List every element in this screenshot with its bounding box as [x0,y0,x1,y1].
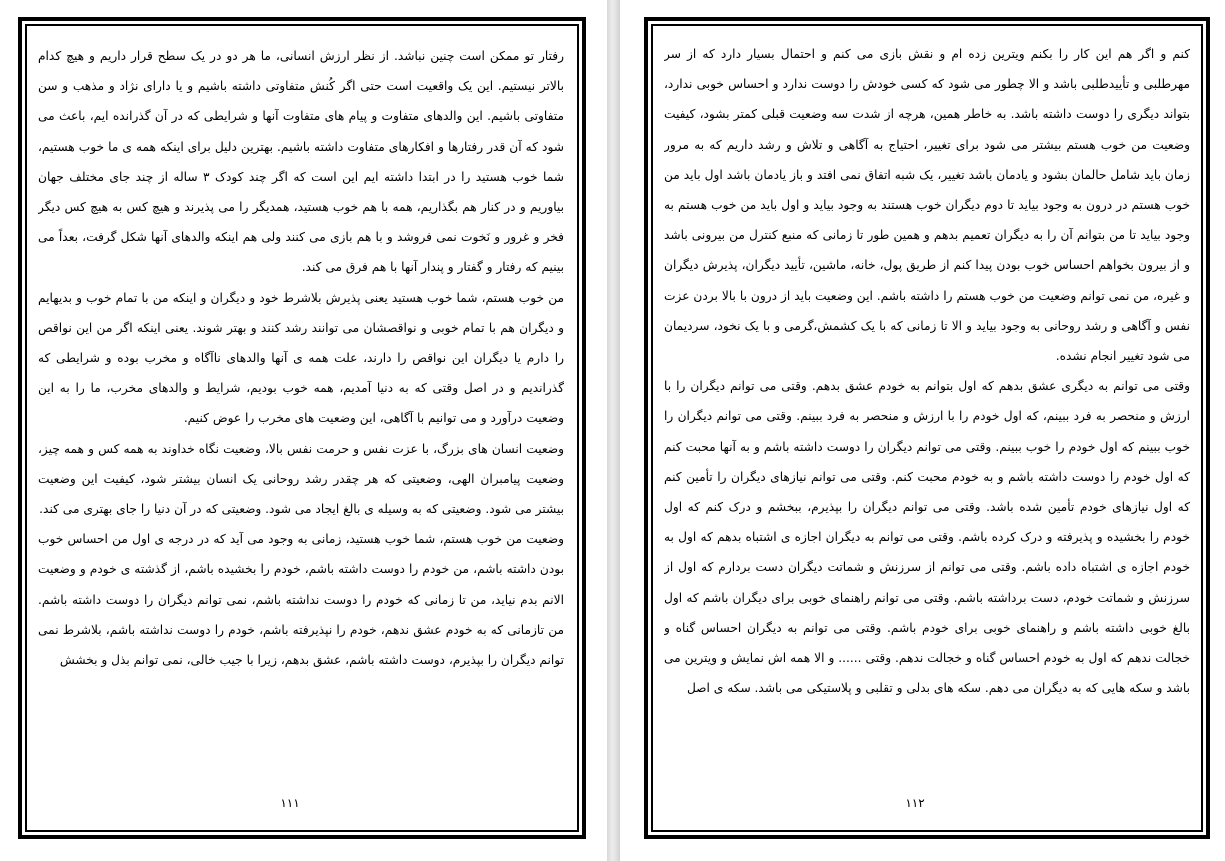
paragraph: من خوب هستم، شما خوب هستید یعنی پذیرش بلاشرط خود و دیگران و اینکه من با تمام خوب و بدیهایم و دیگران هم با تمام خوبی و نواقصشان می توانند رشد کنند و بهتر شوند. یعنی اینکه اگر من این نواقص را دارم یا دیگران این نواقص را دارند، علت همه ی آنها والدهای ناآگاه و مخرب بوده و شرایطی که گذراندیم و در اصل وقتی که به دنیا آمدیم، همه خوب بودیم، شرایط و والدهای مخرب، ما را به این وضعیت درآورد و می توانیم با آگاهی، این وضعیت های مخرب را عوض کنیم. [38,290,564,426]
paragraph: وقتی می توانم به دیگری عشق بدهم که اول بتوانم به خودم عشق بدهم. وقتی می توانم دیگران را با ارزش و منحصر به فرد ببینم، که اول خودم را با ارزش و منحصر به فرد ببینم. وقتی می توانم دیگران را خوب ببینم که اول خودم را خوب ببینم. وقتی می توانم دیگران را دوست داشته باشم و به آنها محبت کنم که اول خودم را دوست داشته باشم و به خودم محبت کنم. وقتی می توانم نیازهای دیگران را تأمین کنم که اول نیازهای خودم تأمین شده باشد. وقتی می توانم دیگران را بپذیرم، ببخشم و درک کنم که اول خودم را بخشیده و پذیرفته و درک کرده باشم. وقتی می توانم به دیگران اجازه ی اشتباه بدهم که اول به خودم اجازه ی اشتباه داده باشم. وقتی می توانم از سرزنش و شماتت دیگران دست بردارم که اول از سرزنش و شماتت خودم، دست برداشته باشم. وقتی می توانم راهنمای خوبی برای دیگران باشم که اول بالغ خوبی داشته باشم و راهنمای خوبی برای خودم باشم. وقتی می توانم به دیگران احساس گناه و خجالت ندهم که اول به خودم احساس گناه و خجالت ندهم. وقتی ...... و الا همه اش نمایش و ویترین می باشد و سکه هایی که به دیگران می دهم. سکه های بدلی و تقلبی و پلاستیکی می باشد. سکه ی اصل [664,379,1190,696]
right-page-body [664,39,1190,803]
left-page [0,0,607,861]
right-page [620,0,1225,861]
page-gutter [607,0,620,861]
paragraph: کنم و اگر هم این کار را بکنم ویترین زده ام و نقش بازی می کنم و احتمال بسیار دارد که از سر مهرطلبی و تأییدطلبی باشد و الا چطور می شود که کسی خودش را دوست ندارد و احساس خوبی ندارد، بتواند دیگری را دوست داشته باشد. به خاطر همین، هرچه از شدت سه وضعیت قبلی کمتر بشود، کیفیت وضعیت من خوب هستم بیشتر می شود برای تغییر، احتیاج به آگاهی و تلاش و رشد داریم که به مرور زمان باید شامل حالمان بشود و یادمان باشد تغییر، یک شبه اتفاق نمی افتد و باز یادمان باشد اول باید من خوب هستم در درون به وجود بیاید تا دوم دیگران خوب هستند به وجود بیاید و اول باید من خوب هستم به وجود بیاید تا من بتوانم آن را به دیگران تعمیم بدهم و همین طور تا زمانی که منبع کنترل من بیرونی باشد و از بیرون بخواهم احساس خوب بودن پیدا کنم از طریق پول، خانه، ماشین، تأیید دیگران، پذیرش دیگران و غیره، من نمی توانم وضعیت من خوب هستم را داشته باشم. این وضعیت باید از درون با بالا بردن عزت نفس و آگاهی و رشد روحانی به وجود بیاید و الا تا زمانی که با یک کشمش،گرمی و با یک نخود، سردیمان می شود تغییر انجام نشده. [664,47,1190,364]
page-number: ۱۱۲ [905,796,925,810]
paragraph: وضعیت انسان های بزرگ، با عزت نفس و حرمت نفس بالا، وضعیت نگاه خداوند به همه کس و همه چیز، وضعیت پیامبران الهی، وضعیتی که هر چقدر رشد روحانی یک انسان بیشتر شود، کیفیت این وضعیت بیشتر می شود. وضعیتی که به وسیله ی بالغ ایجاد می شود. وضعیتی که در آن دنیا را جای بهتری می کند. [38,441,564,517]
left-page-body [38,41,564,801]
paragraph: رفتار تو ممکن است چنین نباشد. از نظر ارزش انسانی، ما هر دو در یک سطح قرار داریم و هیچ کدام بالاتر نیستیم. این یک واقعیت است حتی اگر کُنش متفاوتی داشته باشیم و یا دارای نژاد و مذهب و سن متفاوتی باشیم. این والدهای متفاوت و پیام های متفاوت آنها و شرایطی که در آن گذرانده ایم، باعث می شود که آن قدر رفتارها و افکارهای متفاوت داشته باشیم. بهترین دلیل برای اینکه همه ی ما خوب هستیم، شما خوب هستید را در ابتدا داشته ایم این است که اگر چند کودک ۳ ساله از چند جای مختلف جهان بیاوریم و در کنار هم بگذاریم، همه با هم خوب هستید، همدیگر را می پذیرند و هیچ کس به هیچ کس دیگر فخر و غرور و نَخوت نمی فروشد و با هم بازی می کنند ولی هم اینکه والدهای آنها شکل گرفت، بعداً می بینیم که رفتار و گفتار و پندار آنها با هم فرق می کند. [38,49,564,275]
page-number: ۱۱۱ [280,796,300,810]
paragraph: وضعیت من خوب هستم، شما خوب هستید، زمانی به وجود می آید که در درجه ی اول من احساس خوب بودن داشته باشم، من خودم را دوست داشته باشم، خودم را بخشیده باشم، از گذشته ی خودم و وضعیت الانم بدم نیاید، من تا زمانی که خودم را دوست نداشته باشم، نمی توانم دیگران را دوست داشته باشم. من تازمانی که به خودم عشق ندهم، خودم را نپذیرفته باشم، خودم را دوست نداشته باشم، بلاشرط نمی توانم دیگران را بپذیرم، دوست داشته باشم، عشق بدهم، زیرا با جیب خالی، نمی توانم بذل و بخشش [38,532,564,668]
